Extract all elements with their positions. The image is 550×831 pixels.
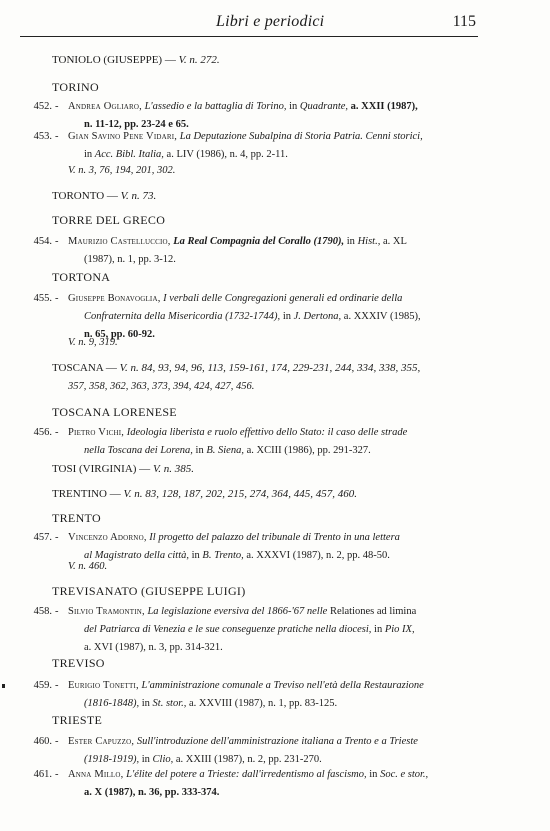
entry-456: 456. - Pietro Vichi, Ideologia liberista e ruolo effettivo dello Stato: il caso delle strade nella Toscana dei Lorena, in B. Siena, a. XCIII (1986), pp. 291-327.: [18, 424, 478, 460]
entry-journal: Hist.,: [357, 236, 381, 247]
running-title: Libri e periodici: [216, 13, 325, 30]
heading-tortona: TORTONA: [52, 270, 111, 284]
crossref-toscana-cont: 357, 358, 362, 363, 373, 394, 424, 427, 456.: [68, 381, 255, 392]
entry-author: Gian Savino Pene Vidari,: [68, 131, 178, 142]
entry-author: Anna Millo,: [68, 769, 124, 780]
crossref-toniolo: TONIOLO (GIUSEPPE) — V. n. 272.: [52, 54, 220, 66]
see-also-455: V. n. 9, 319.: [68, 337, 118, 348]
entry-title: Ideologia liberista e ruolo effettivo dello Stato: il caso delle strade: [126, 427, 408, 438]
heading-trento: TRENTO: [52, 511, 101, 525]
entry-journal: Soc. e stor.,: [380, 769, 429, 780]
entry-number: 459.: [33, 680, 52, 691]
entry-journal: B. Siena,: [206, 445, 244, 456]
heading-trevisanato: TREVISANATO (GIUSEPPE LUIGI): [52, 584, 246, 598]
entry-number: 457.: [33, 532, 52, 543]
entry-number: 453.: [33, 131, 52, 142]
entry-author: Pietro Vichi,: [68, 427, 125, 438]
entry-460: 460. - Ester Capuzzo, Sull'introduzione dell'amministrazione italiana a Trento e a Trieste (1918-1919), in Clio, a. XXIII (1987), n. 2, pp. 231-270.: [18, 733, 478, 769]
entry-number: 455.: [33, 293, 52, 304]
entry-number: 458.: [33, 606, 52, 617]
entry-author: Giuseppe Bonavoglia,: [68, 293, 161, 304]
crossref-toronto: TORONTO — V. n. 73.: [52, 190, 157, 202]
entry-title: La legislazione eversiva del 1866-'67 nelle: [147, 606, 328, 617]
page-number: 115: [452, 13, 476, 30]
entry-title: I verbali delle Congregazioni generali ed ordinarie della: [163, 293, 403, 304]
entry-journal: Clio,: [152, 754, 174, 765]
entry-454: 454. - Maurizio Castelluccio, La Real Compagnia del Corallo (1790), in Hist., a. XL (1987), n. 1, pp. 3-12.: [18, 233, 478, 269]
entry-author: Vincenzo Adorno,: [68, 532, 147, 543]
entry-title: Sull'introduzione dell'amministrazione italiana a Trento e a Trieste: [136, 736, 418, 747]
entry-author: Andrea Ogliaro,: [68, 101, 142, 112]
crossref-toscana: TOSCANA — V. n. 84, 93, 94, 96, 113, 159-161, 174, 229-231, 244, 334, 338, 355,: [52, 362, 421, 374]
entry-459: 459. - Eurigio Tonetti, L'amministrazione comunale a Treviso nell'età della Restaurazione (1816-1848), in St. stor., a. XXVIII (1987), n. 1, pp. 83-125.: [18, 677, 478, 713]
entry-author: Eurigio Tonetti,: [68, 680, 139, 691]
crossref-tosi: TOSI (VIRGINIA) — V. n. 385.: [52, 463, 194, 475]
heading-treviso: TREVISO: [52, 656, 105, 670]
entry-title: La Real Compagnia del Corallo (1790),: [173, 236, 345, 247]
entry-457: 457. - Vincenzo Adorno, Il progetto del palazzo del tribunale di Trento in una lettera al Magistrato della città, in B. Trento, a. XXXVI (1987), n. 2, pp. 48-50.: [18, 529, 478, 565]
heading-torre-del-greco: TORRE DEL GRECO: [52, 213, 166, 227]
entry-title: L'élite del potere a Trieste: dall'irredentismo al fascismo,: [126, 769, 367, 780]
entry-title: Il progetto del palazzo del tribunale di Trento in una lettera: [149, 532, 400, 543]
entry-number: 454.: [33, 236, 52, 247]
entry-title: La Deputazione Subalpina di Storia Patria. Cenni storici,: [179, 131, 423, 142]
entry-number: 456.: [33, 427, 52, 438]
running-header: [20, 12, 478, 37]
entry-number: 461.: [33, 769, 52, 780]
entry-journal: B. Trento,: [202, 550, 244, 561]
entry-author: Silvio Tramontin,: [68, 606, 145, 617]
entry-453: 453. - Gian Savino Pene Vidari, La Deputazione Subalpina di Storia Patria. Cenni storici, in Acc. Bibl. Italia, a. LIV (1986), n. 4, pp. 2-11.: [18, 128, 478, 164]
entry-452: 452. - Andrea Ogliaro, L'assedio e la battaglia di Torino, in Quadrante, a. XXII (1987), n. 11-12, pp. 23-24 e 65.: [18, 98, 478, 134]
entry-journal: Quadrante,: [299, 101, 349, 112]
entry-455: 455. - Giuseppe Bonavoglia, I verbali delle Congregazioni generali ed ordinarie della Confraternita della Misericordia (1732-1744), in J. Dertona, a. XXXIV (1985), n. 65, pp. 60-92.: [18, 290, 478, 344]
entry-title: L'assedio e la battaglia di Torino,: [144, 101, 287, 112]
entry-458: 458. - Silvio Tramontin, La legislazione eversiva del 1866-'67 nelle Relationes ad limina del Patriarca di Venezia e le sue conseguenze pratiche nella diocesi, in Pio IX, a. XVI (1987), n. 3, pp. 314-321.: [18, 603, 478, 657]
entry-journal: St. stor.,: [152, 698, 187, 709]
entry-number: 460.: [33, 736, 52, 747]
entry-journal: Acc. Bibl. Italia,: [94, 149, 164, 160]
entry-author: Maurizio Castelluccio,: [68, 236, 171, 247]
entry-number: 452.: [33, 101, 52, 112]
heading-trieste: TRIESTE: [52, 713, 103, 727]
heading-toscana-lorenese: TOSCANA LORENESE: [52, 405, 177, 419]
heading-torino: TORINO: [52, 80, 99, 94]
see-also-457: V. n. 460.: [68, 561, 108, 572]
entry-author: Ester Capuzzo,: [68, 736, 135, 747]
entry-461: 461. - Anna Millo, L'élite del potere a Trieste: dall'irredentismo al fascismo, in Soc. e stor., a. X (1987), n. 36, pp. 333-374.: [18, 766, 478, 802]
entry-journal: Pio IX,: [384, 624, 415, 635]
crossref-trentino: TRENTINO — V. n. 83, 128, 187, 202, 215, 274, 364, 445, 457, 460.: [52, 488, 358, 500]
margin-mark: [2, 684, 5, 688]
entry-journal: J. Dertona,: [293, 311, 342, 322]
see-also-453: V. n. 3, 76, 194, 201, 302.: [68, 165, 176, 176]
entry-title: L'amministrazione comunale a Treviso nell'età della Restaurazione: [141, 680, 424, 691]
